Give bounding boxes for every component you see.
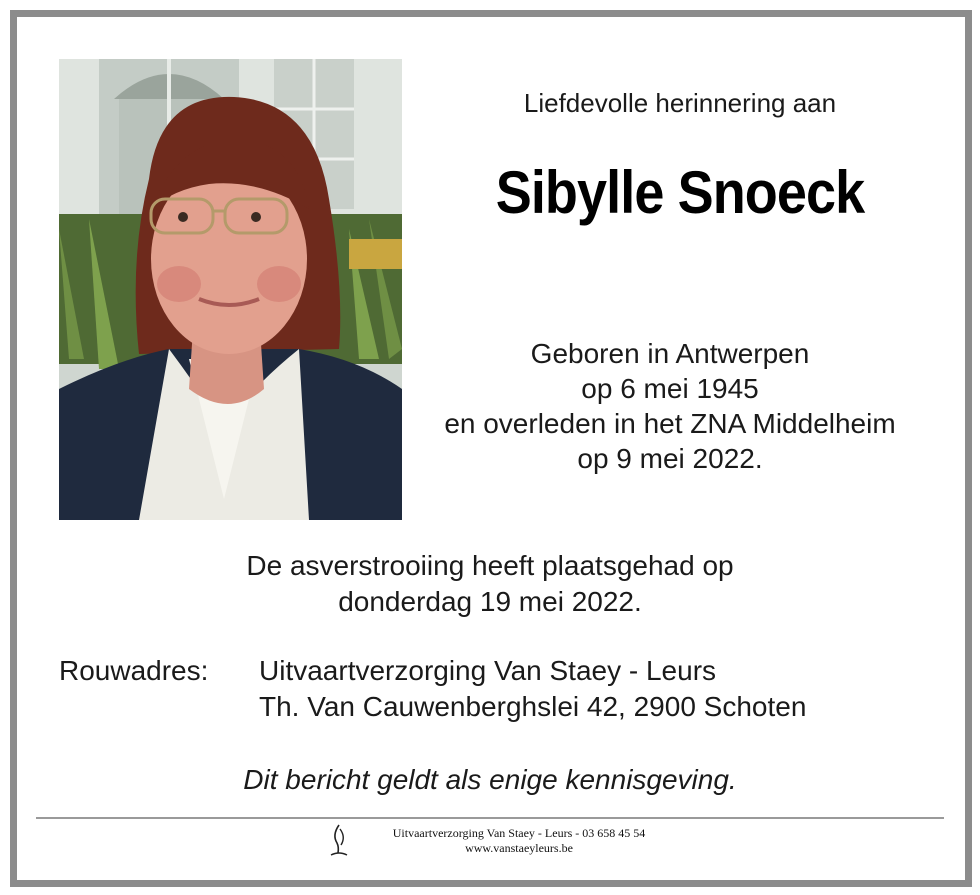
intro-text: Liefdevolle herinnering aan [523, 88, 837, 118]
birth-death-details [410, 336, 930, 476]
scattering-line: De asverstrooiing heeft plaatsgehad op [246, 550, 734, 581]
birth-date-line: op 6 mei 1945 [581, 373, 759, 404]
flame-leaf-icon [328, 823, 350, 864]
portrait-photo [59, 59, 402, 520]
closing-notice: Dit bericht geldt als enige kennisgeving. [243, 764, 737, 795]
deceased-name: Sibylle Snoeck [495, 159, 865, 226]
footer-contact [354, 826, 684, 856]
mourning-address [259, 653, 806, 725]
death-date-line: op 9 mei 2022. [577, 443, 763, 474]
address-line-2: Th. Van Cauwenberghslei 42, 2900 Schoten [259, 691, 807, 722]
address-line-1: Uitvaartverzorging Van Staey - Leurs [259, 655, 717, 686]
address-label: Rouwadres: [59, 655, 209, 686]
footer-company-phone: Uitvaartverzorging Van Staey - Leurs - 03 658 45 54 [392, 826, 646, 840]
birth-place-line: Geboren in Antwerpen [530, 338, 810, 369]
scattering-details [150, 548, 830, 620]
footer-website[interactable]: www.vanstaeyleurs.be [465, 841, 573, 855]
footer-divider [36, 817, 944, 819]
scattering-date-line: donderdag 19 mei 2022. [338, 586, 642, 617]
death-place-line: en overleden in het ZNA Middelheim [444, 408, 896, 439]
